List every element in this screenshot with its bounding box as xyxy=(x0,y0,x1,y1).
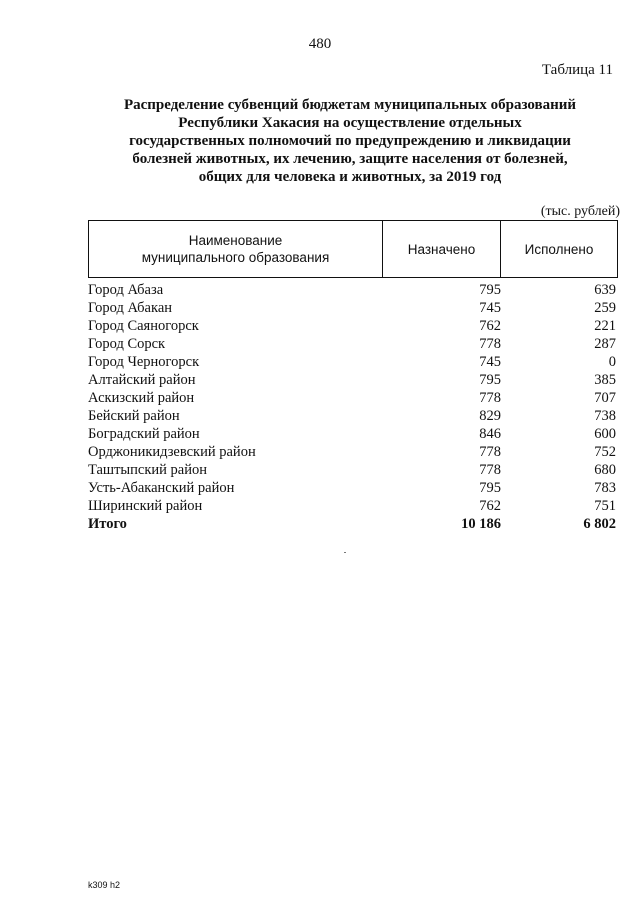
row-assigned: 795 xyxy=(479,480,501,496)
row-assigned: 795 xyxy=(479,282,501,298)
table-row xyxy=(88,335,616,353)
row-name: Боградский район xyxy=(88,426,200,442)
row-assigned: 846 xyxy=(479,426,501,442)
table-row xyxy=(88,389,616,407)
row-assigned: 745 xyxy=(479,300,501,316)
total-label: Итого xyxy=(88,516,127,532)
title-line: государственных полномочий по предупреждению и ликвидации xyxy=(129,133,571,149)
row-executed: 385 xyxy=(594,372,616,388)
table-header xyxy=(88,220,618,278)
row-assigned: 762 xyxy=(479,498,501,514)
row-name: Город Абакан xyxy=(88,300,173,316)
table-body xyxy=(88,281,616,533)
table-row xyxy=(88,299,616,317)
table-row xyxy=(88,479,616,497)
row-name: Город Саяногорск xyxy=(88,318,199,334)
row-executed: 287 xyxy=(594,336,616,352)
table-row xyxy=(88,281,616,299)
table-row xyxy=(88,425,616,443)
title-line: болезней животных, их лечению, защите населения от болезней, xyxy=(132,151,568,167)
row-assigned: 778 xyxy=(479,336,501,352)
total-row xyxy=(88,515,616,533)
row-executed: 600 xyxy=(594,426,616,442)
title-line: Распределение субвенций бюджетам муниципальных образований xyxy=(123,97,577,113)
header-name-line1: Наименование xyxy=(188,233,283,248)
table-row xyxy=(88,371,616,389)
row-name: Таштыпский район xyxy=(88,462,208,478)
units-note: (тыс. рублей) xyxy=(540,204,620,219)
row-assigned: 778 xyxy=(479,444,501,460)
table-row xyxy=(88,497,616,515)
table-label: Таблица 11 xyxy=(541,62,613,78)
row-executed: 752 xyxy=(594,444,616,460)
row-name: Бейский район xyxy=(88,408,180,424)
total-assigned: 10 186 xyxy=(461,516,501,532)
row-executed: 738 xyxy=(594,408,616,424)
row-name: Орджоникидзевский район xyxy=(88,444,256,460)
row-name: Аскизский район xyxy=(88,390,195,406)
row-name: Город Абаза xyxy=(88,282,164,298)
table-row xyxy=(88,317,616,335)
row-executed: 751 xyxy=(594,498,616,514)
table-row xyxy=(88,461,616,479)
row-executed: 783 xyxy=(594,480,616,496)
row-name: Город Сорск xyxy=(88,336,166,352)
table-row xyxy=(88,407,616,425)
row-executed: 0 xyxy=(608,354,616,370)
row-name: Город Черногорск xyxy=(88,354,200,370)
row-name: Ширинский район xyxy=(88,498,203,514)
row-executed: 680 xyxy=(594,462,616,478)
row-assigned: 762 xyxy=(479,318,501,334)
table-row xyxy=(88,443,616,461)
row-assigned: 795 xyxy=(479,372,501,388)
header-name-line2: муниципального образования xyxy=(141,250,330,265)
page-number: 480 xyxy=(308,36,332,52)
title-line: общих для человека и животных, за 2019 год xyxy=(198,169,502,185)
row-executed: 259 xyxy=(594,300,616,316)
title-line: Республики Хакасия на осуществление отдельных xyxy=(178,115,522,131)
scan-speck xyxy=(344,552,346,553)
total-executed: 6 802 xyxy=(583,516,616,532)
row-assigned: 829 xyxy=(479,408,501,424)
document-title xyxy=(90,96,610,186)
row-assigned: 745 xyxy=(479,354,501,370)
row-name: Усть-Абаканский район xyxy=(88,480,235,496)
row-executed: 221 xyxy=(594,318,616,334)
header-assigned: Назначено xyxy=(383,221,501,277)
row-name: Алтайский район xyxy=(88,372,196,388)
header-name-cell xyxy=(89,221,383,277)
row-executed: 639 xyxy=(594,282,616,298)
footer-code: k309 h2 xyxy=(88,880,121,890)
table-row xyxy=(88,353,616,371)
row-executed: 707 xyxy=(594,390,616,406)
row-assigned: 778 xyxy=(479,390,501,406)
row-assigned: 778 xyxy=(479,462,501,478)
header-executed: Исполнено xyxy=(524,241,594,257)
